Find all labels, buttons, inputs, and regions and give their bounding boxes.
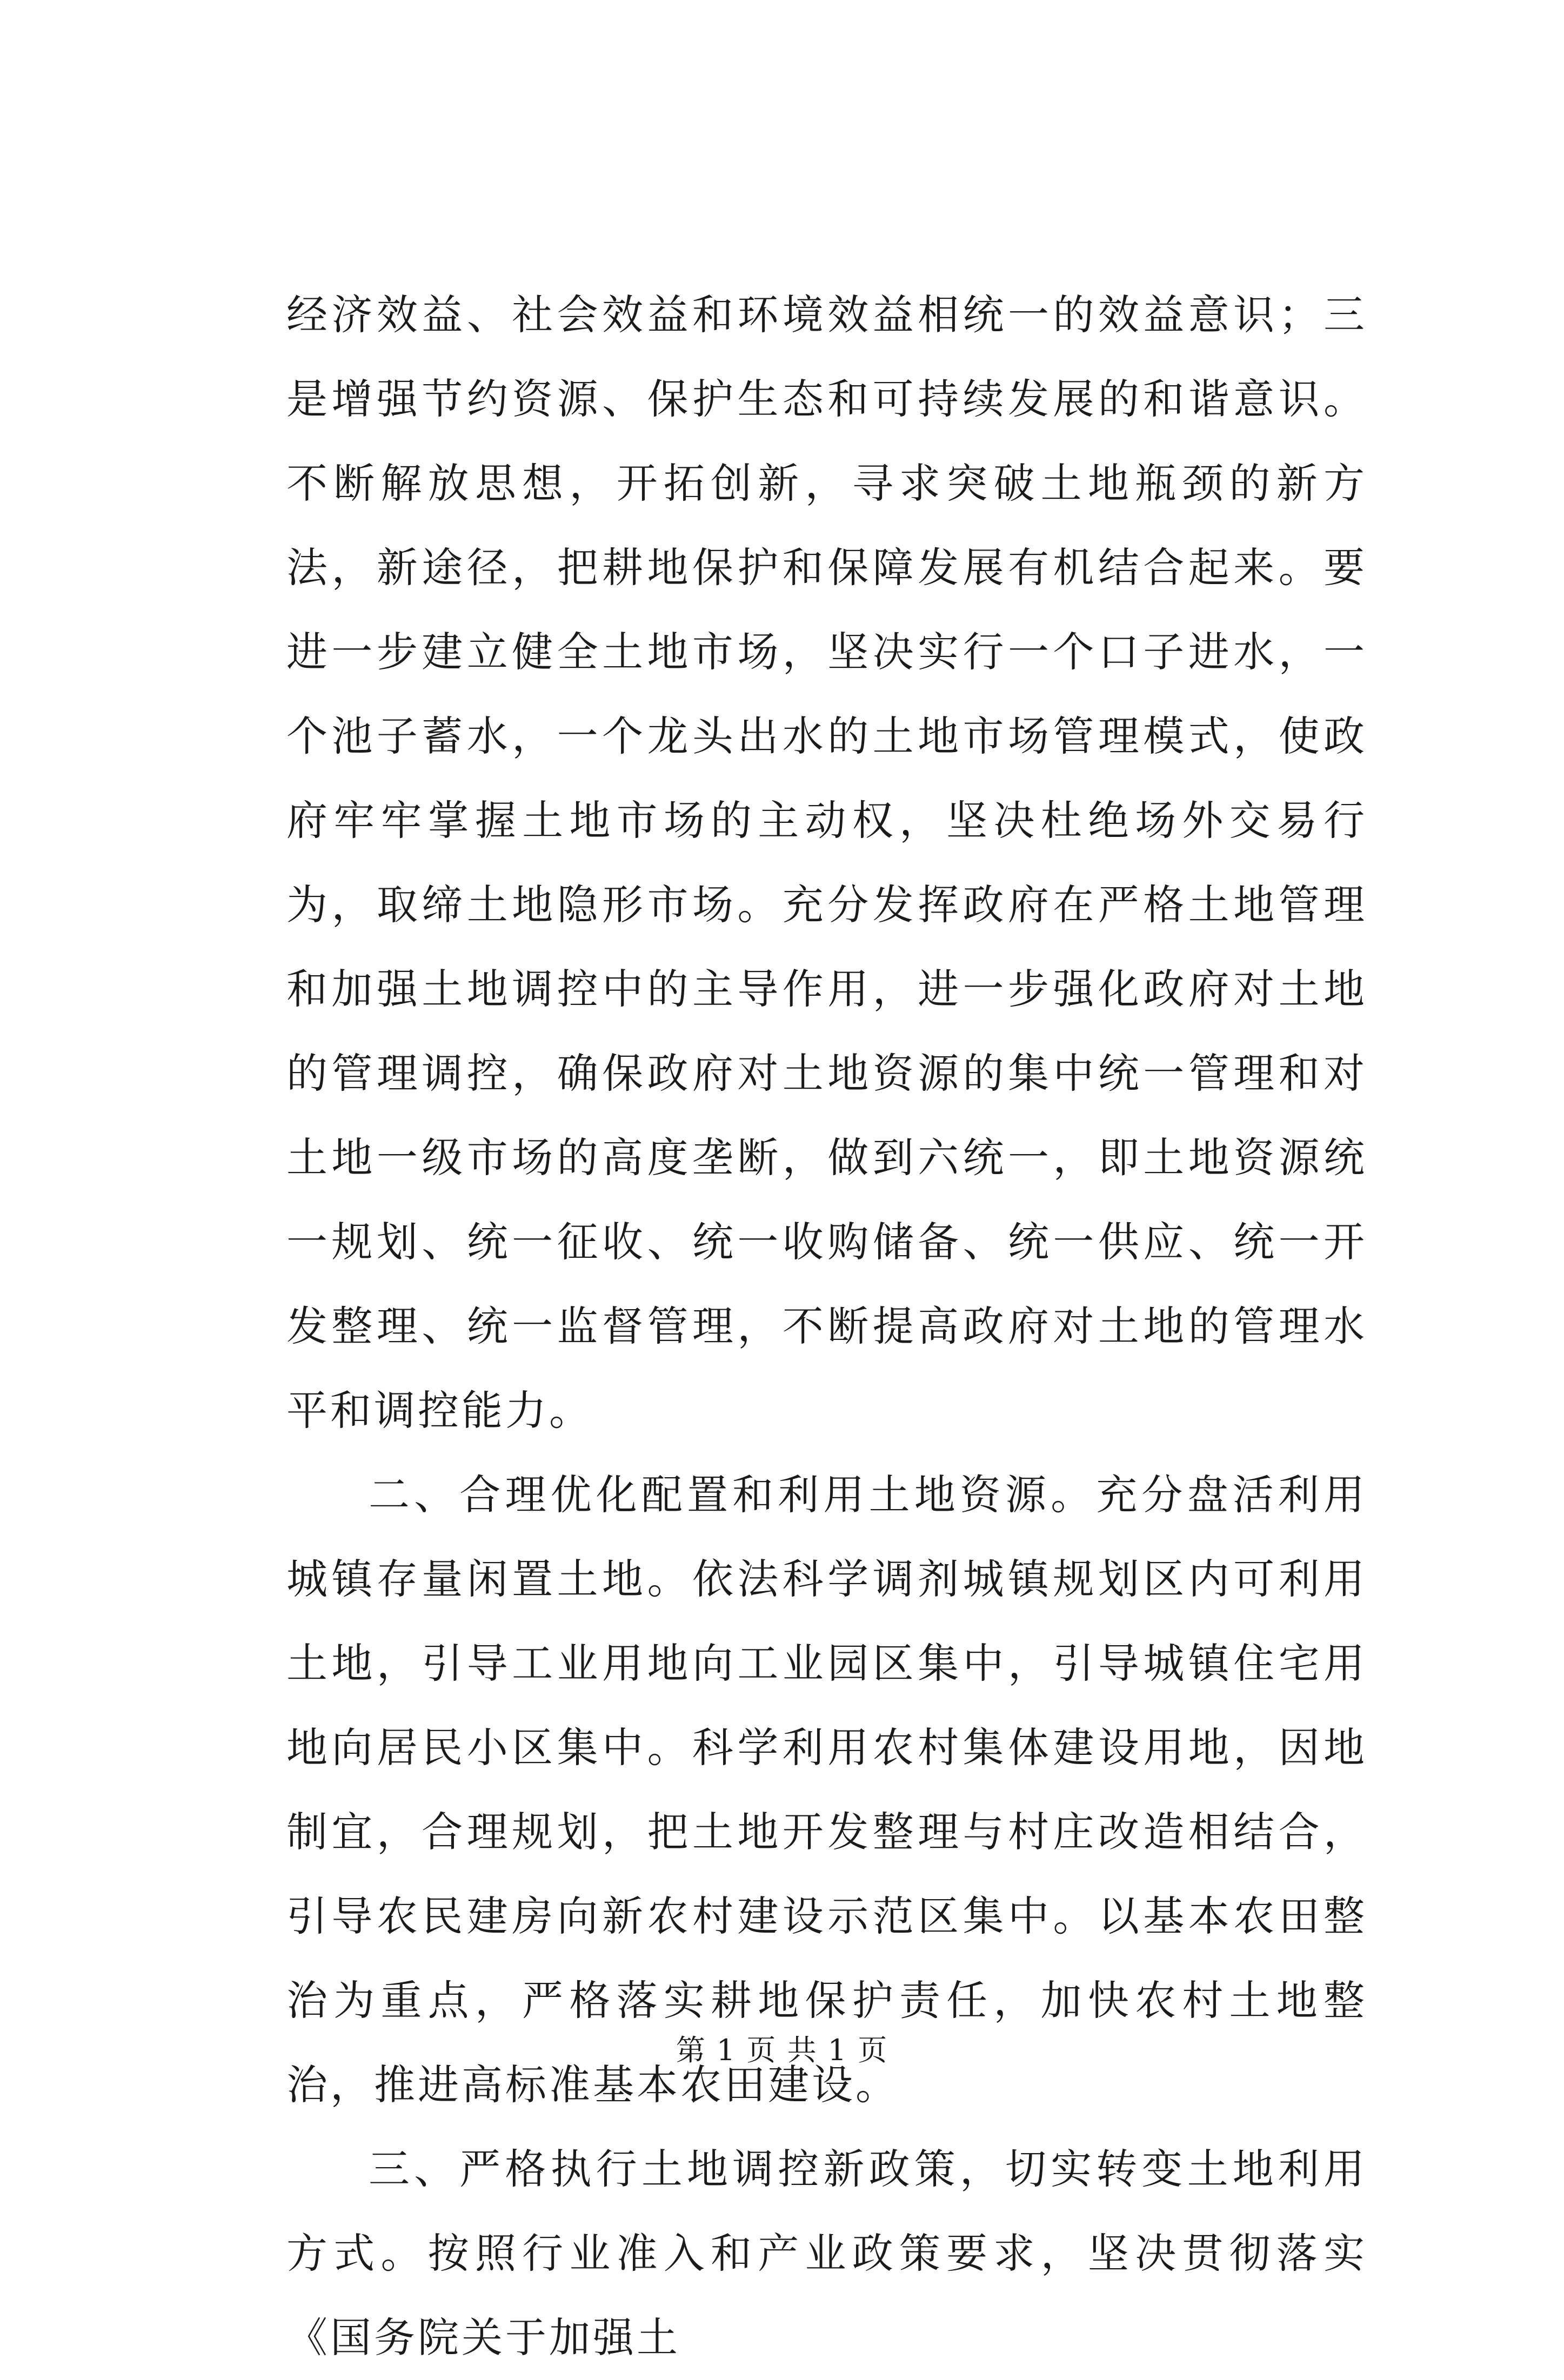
page-footer: 第 1 页 共 1 页 [676,2033,888,2067]
paragraph-section-two: 二、合理优化配置和利用土地资源。充分盘活利用城镇存量闲置土地。依法科学调剂城镇规划区内可利用土地，引导工业用地向工业园区集中，引导城镇住宅用地向居民小区集中。科学利用农村集体建设用地，因地制宜，合理规划，把土地开发整理与村庄改造相结合，引导农民建房向新农村建设示范区集中。以基本农田整治为重点，严格落实耕地保护责任，加快农村土地整治，推进高标准基本农田建设。 [286,1471,1367,2109]
paragraph-section-three: 三、严格执行土地调控新政策，切实转变土地利用方式。按照行业准入和产业政策要求，坚决贯彻落实《国务院关于加强土 [286,2145,1367,2362]
paragraph-continued: 经济效益、社会效益和环境效益相统一的效益意识；三是增强节约资源、保护生态和可持续发展的和谐意识。不断解放思想，开拓创新，寻求突破土地瓶颈的新方法，新途径，把耕地保护和保障发展有机结合起来。要进一步建立健全土地市场，坚决实行一个口子进水，一个池子蓄水，一个龙头出水的土地市场管理模式，使政府牢牢掌握土地市场的主动权，坚决杜绝场外交易行为，取缔土地隐形市场。充分发挥政府在严格土地管理和加强土地调控中的主导作用，进一步强化政府对土地的管理调控，确保政府对土地资源的集中统一管理和对土地一级市场的高度垄断，做到六统一，即土地资源统一规划、统一征收、统一收购储备、统一供应、统一开发整理、统一监督管理，不断提高政府对土地的管理水平和调控能力。 [286,291,1367,1434]
